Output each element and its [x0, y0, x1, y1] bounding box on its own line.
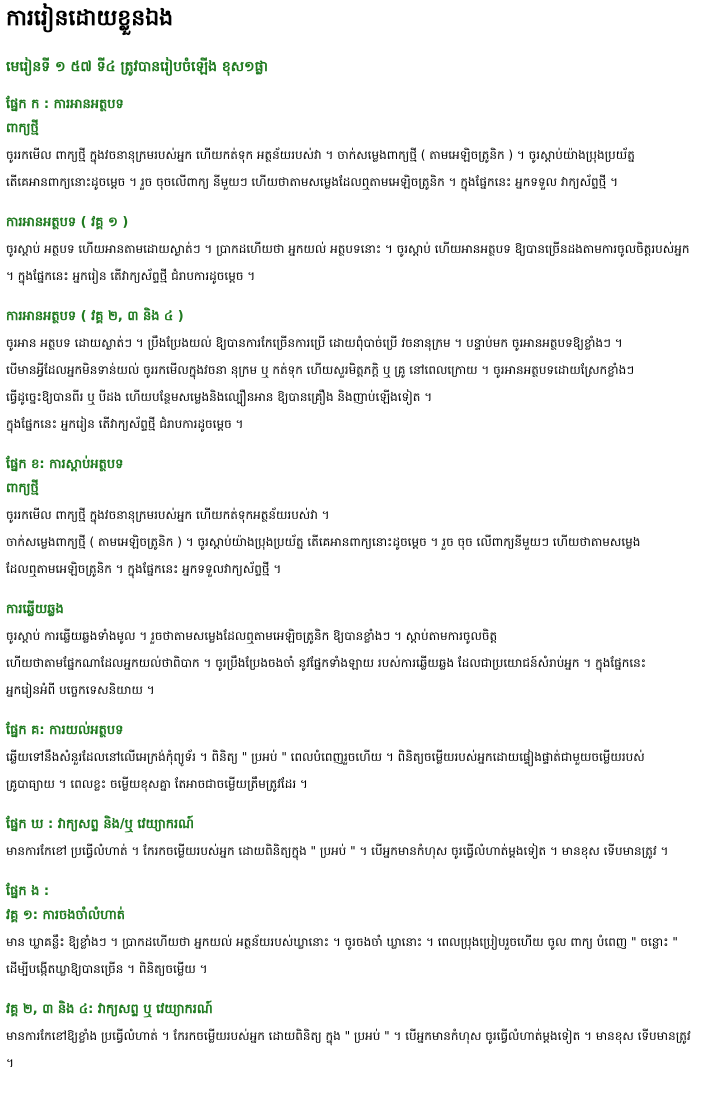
part-heading: ផ្នែក ខ: ការស្តាប់អត្ថបទ: [6, 457, 124, 472]
paragraph-line: ចូររកមើល ពាក្យថ្មី ក្នុងវចនានុក្រមរបស់អ្នក ហើយកត់ទុក អត្ថន័យរបស់វា ។ ចាក់សម្លេងពាក្យថ្មី ( តាមអេឡិចត្រូនិក ) ។ ចូរស្តាប់យ៉ាងប្រុងប្រយ័ត្ន: [6, 148, 635, 162]
section-block: [6, 881, 695, 983]
paragraph-line: គ្រូបាធ្យាយ ។ ពេលខ្លះ ចម្លើយខុសគ្នា តែអាចជាចម្លើយត្រឹមត្រូវដែរ ។: [6, 777, 308, 791]
paragraph: [6, 330, 695, 438]
subsection-heading: ពាក្យថ្មី: [6, 481, 39, 496]
paragraph: [6, 502, 695, 583]
paragraph: [6, 142, 695, 196]
paragraph-line: ។: [6, 1056, 14, 1070]
part-heading: ផ្នែក គ: ការយល់អត្ថបទ: [6, 723, 124, 738]
section-block: [6, 720, 695, 798]
paragraph-line: ធ្វើដូច្នេះឱ្យបានពីរ ឬ បីដង ហើយបន្ថែមសម្លេងនិងល្បឿនអាន ឱ្យបានគ្រឿង និងញាប់ឡើងទៀត ។: [6, 390, 433, 404]
section-block: [6, 212, 695, 290]
paragraph-line: ដែលឮតាមអេឡិចត្រូនិក ។ ក្នុងផ្នែកនេះ អ្នកទទួលវាក្យស័ព្ទថ្មី ។: [6, 562, 282, 576]
paragraph-line: ក្នុងផ្នែកនេះ អ្នករៀន តើវាក្យស័ព្ទថ្មី ជំរាបការដូចម្តេច ។: [6, 417, 244, 431]
part-heading: ផ្នែក ក : ការអានអត្ថបទ: [6, 97, 124, 112]
section-block: [6, 306, 695, 438]
paragraph: [6, 744, 695, 798]
paragraph-line: តើគេអានពាក្យនោះដូចម្តេច ។ រួច ចុចលើពាក្យ នីមួយៗ ហើយថាតាមសម្លេងដែលឮតាមអេឡិចត្រូនិក ។ ក្នុងផ្នែកនេះ អ្នកទទួល វាក្យស័ព្ទថ្មី ។: [6, 175, 619, 189]
subsection-heading: ការអានអត្ថបទ ( វគ្គ ២, ៣ និង ៤ ): [6, 309, 184, 324]
paragraph-line: ចូររកមើល ពាក្យថ្មី ក្នុងវចនានុក្រមរបស់អ្នក ហើយកត់ទុកអត្ថន័យរបស់វា ។: [6, 508, 330, 522]
paragraph-line: មានការកែខៅឱ្យខ្លាំង ប្រធ្វើលំហាត់ ។ កែរកចម្លើយរបស់អ្នក ដោយពិនិត្យ ក្នុង " ប្រអប់ " ។ បើអ្នកមានកំហុស ចូរធ្វើលំហាត់ម្តងទៀត ។ មានខុស ទើបមានត្រូវ: [6, 1029, 691, 1043]
paragraph: [6, 623, 695, 704]
subsection-heading: វគ្គ ១: ការចងចាំលំហាត់: [6, 908, 125, 923]
subsection-heading: ការអានអត្ថបទ ( វគ្គ ១ ): [6, 215, 129, 230]
part-heading: ផ្នែក ង :: [6, 884, 50, 899]
subsection-heading: ពាក្យថ្មី: [6, 121, 39, 136]
subsection-heading: ការឆ្លើយឆ្លង: [6, 602, 64, 617]
lesson-heading: មេរៀនទី ១ ៥៧ ទី៤ ត្រូវបានរៀបចំឡើង ខុស១ផ្លា: [6, 59, 268, 75]
paragraph: [6, 838, 695, 865]
paragraph-line: អ្នករៀនអំពី បច្ចេកទេសនិយាយ ។: [6, 683, 155, 697]
paragraph: [6, 236, 695, 290]
paragraph-line: មានការកែខៅ ប្រធ្វើលំហាត់ ។ កែរកចម្លើយរបស់អ្នក ដោយពិនិត្យក្នុង " ប្រអប់ " ។ បើអ្នកមានកំហុស ចូរធ្វើលំហាត់ម្តងទៀត ។ មានខុស ទើបមានត្រូវ ។: [6, 844, 669, 858]
page-title: ការរៀនដោយខ្លួនឯង: [6, 6, 174, 31]
paragraph-line: ចាក់សម្លេងពាក្យថ្មី ( តាមអេឡិចត្រូនិក ) ។ ចូរស្តាប់យ៉ាងប្រុងប្រយ័ត្ន តើគេអានពាក្យនោះដូចម្តេច ។ រួច ចុច លើពាក្យនីមួយៗ ហើយថាតាមសម្លេង: [6, 535, 641, 549]
paragraph-line: ចូរស្តាប់ អត្ថបទ ហើយអានតាមដោយស្ងាត់ៗ ។ ប្រាកដហើយថា អ្នកយល់ អត្ថបទនោះ ។ ចូរស្តាប់ ហើយអានអត្ថបទ ឱ្យបានច្រើនដងតាមការចូលចិត្តរបស់អ្នក: [6, 242, 690, 256]
paragraph: [6, 929, 695, 983]
document-content: [6, 94, 695, 1077]
section-block: [6, 999, 695, 1077]
paragraph-line: បើមានអ្វីដែលអ្នកមិនទាន់យល់ ចូររកមើលក្នុងវចនា នុក្រម ឬ កត់ទុក ហើយសួរមិត្តភក្តិ ឬ គ្រូ នៅពេលក្រោយ ។ ចូរអានអត្ថបទដោយស្រែកខ្លាំងៗ: [6, 363, 635, 377]
paragraph-line: ដើម្បីបង្កើតឃ្លាឱ្យបានច្រើន ។ ពិនិត្យចម្លើយ ។: [6, 962, 208, 976]
paragraph-line: ចូរស្តាប់ ការឆ្លើយឆ្លងទាំងមូល ។ រួចថាតាមសម្លេងដែលឮតាមអេឡិចត្រូនិក ឱ្យបានខ្លាំងៗ ។ ស្តាប់តាមការចូលចិត្ត: [6, 629, 498, 643]
paragraph-line: ឆ្លើយទៅនឹងសំនួរដែលនៅលើអេក្រង់កុំព្យូទ័រ ។ ពិនិត្យ " ប្រអប់ " ពេលបំពេញរួចហើយ ។ ពិនិត្យចម្លើយរបស់អ្នកដោយផ្ទៀងផ្ទាត់ជាមួយចម្លើយរបស់: [6, 750, 645, 764]
paragraph-line: ចូរអាន អត្ថបទ ដោយស្ងាត់ៗ ។ ប្រឹងប្រែងយល់ ឱ្យបានការកែច្រើនការប្រើ ដោយពុំបាច់ប្រើ វចនានុក្រម ។ បន្ទាប់មក ចូរអានអត្ថបទឱ្យខ្លាំងៗ ។: [6, 336, 623, 350]
section-block: [6, 599, 695, 704]
paragraph-line: ។ ក្នុងផ្នែកនេះ អ្នករៀន តើវាក្យស័ព្ទថ្មី ជំរាបការដូចម្តេច ។: [6, 269, 256, 283]
part-heading: ផ្នែក ឃ : វាក្យសព្ទ និង/ឬ វេយ្យាករណ៍: [6, 817, 195, 832]
section-block: [6, 94, 695, 196]
subsection-heading: វគ្គ ២, ៣ និង ៤: វាក្យសព្ទ ឬ វេយ្យាករណ៍: [6, 1002, 213, 1017]
paragraph-line: មាន ឃ្លាគន្លឹះ ឱ្យខ្លាំងៗ ។ ប្រាកដហើយថា អ្នកយល់ អត្ថន័យរបស់ឃ្លានោះ ។ ចូរចងចាំ ឃ្លានោះ ។ ពេលប្រុងប្រៀបរួចហើយ ចូល ពាក្យ បំពេញ " ចន្លោះ ": [6, 935, 678, 949]
paragraph: [6, 1023, 695, 1077]
paragraph-line: ហើយថាតាមផ្នែកណាដែលអ្នកយល់ថាពិបាក ។ ចូរប្រឹងប្រែងចងចាំ នូវផ្នែកទាំងឡាយ របស់ការឆ្លើយឆ្លង ដែលជាប្រយោជន៍សំរាប់អ្នក ។ ក្នុងផ្នែកនេះ: [6, 656, 647, 670]
section-block: [6, 814, 695, 865]
section-block: [6, 454, 695, 583]
